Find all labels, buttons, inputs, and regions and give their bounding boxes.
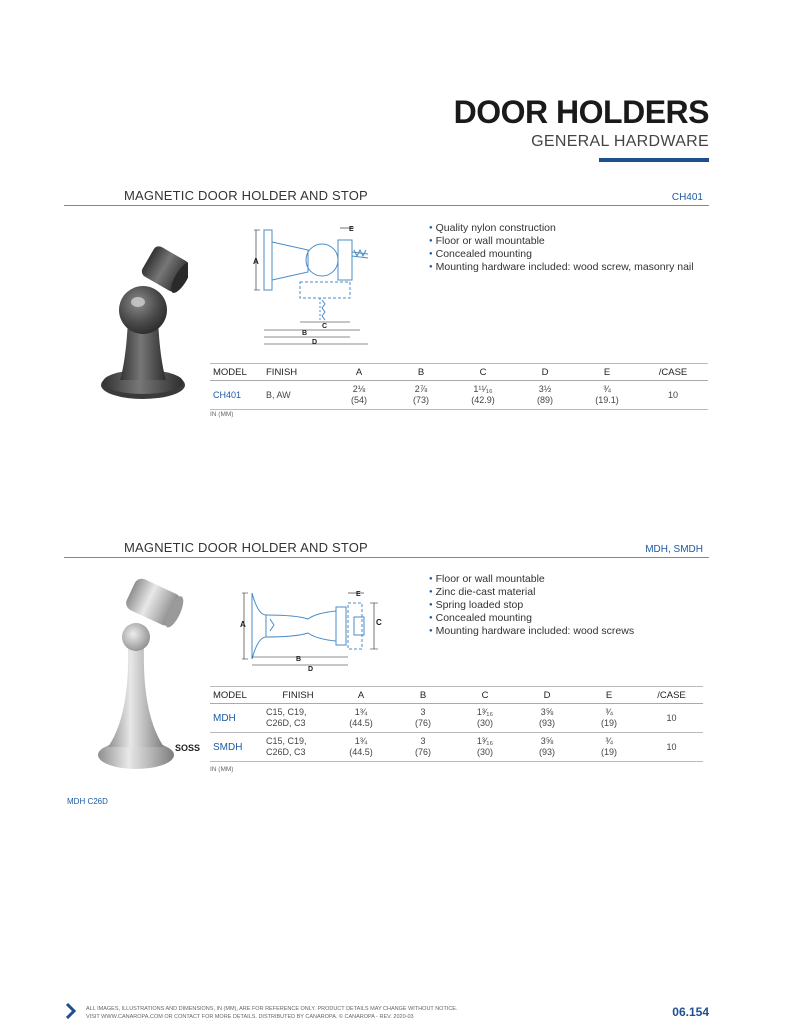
dim-e-cell: ¾ (19) [578, 704, 640, 733]
col-header-finish: FINISH [266, 687, 330, 704]
col-header-a: A [330, 687, 392, 704]
dim-c-cell: 1¹¹⁄₁₆ (42.9) [452, 381, 514, 410]
dim-a-cell: 1¾ (44.5) [330, 704, 392, 733]
dim-b-cell: 2⅞ (73) [390, 381, 452, 410]
case-cell: 10 [638, 381, 708, 410]
dim-e-cell: ¾ (19) [578, 733, 640, 762]
col-header-case: /CASE [640, 687, 703, 704]
section-title: MAGNETIC DOOR HOLDER AND STOP [124, 188, 368, 203]
finish-cell: B, AW [266, 381, 328, 410]
units-note: IN (MM) [210, 411, 234, 418]
feature-item: ● Quality nylon construction [429, 222, 694, 235]
spec-table-mdh [210, 686, 703, 762]
feature-item: ● Spring loaded stop [429, 599, 634, 612]
col-header-e: E [578, 687, 640, 704]
model-cell: CH401 [210, 381, 266, 410]
model-cell: SMDH [210, 733, 266, 762]
ch401-dimension-drawing [250, 222, 390, 352]
dim-label-a: A [240, 620, 246, 629]
col-header-e: E [576, 364, 638, 381]
table-row [210, 733, 703, 762]
chevron-right-icon [64, 1003, 78, 1019]
footer-disclaimer: ALL IMAGES, ILLUSTRATIONS AND DIMENSIONS, IN (MM), ARE FOR REFERENCE ONLY. PRODUCT DETAILS MAY CHANGE WITHOUT NOTICE. VISIT WWW.CANAROPA.COM OR CONTACT FOR MORE DETAILS. DISTRIBUTED BY CANAROPA. © CANAROPA - REV. 2020-03 [86, 1006, 458, 1020]
dim-label-c: C [376, 618, 382, 627]
feature-item: ● Mounting hardware included: wood screws [429, 625, 634, 638]
feature-item: ● Mounting hardware included: wood screw, masonry nail [429, 261, 694, 274]
col-header-a: A [328, 364, 390, 381]
section-header-mdh [64, 540, 709, 558]
page-subtitle: GENERAL HARDWARE [531, 133, 709, 150]
dim-label-b: B [302, 330, 308, 337]
title-accent-bar [599, 158, 709, 162]
col-header-c: C [454, 687, 516, 704]
dim-d-cell: 3½ (89) [514, 381, 576, 410]
col-header-case: /CASE [638, 364, 708, 381]
units-note: IN (MM) [210, 766, 234, 773]
section-code: MDH, SMDH [645, 544, 703, 555]
col-header-d: D [514, 364, 576, 381]
page-number: 06.154 [672, 1005, 709, 1019]
feature-item: ● Concealed mounting [429, 612, 634, 625]
col-header-b: B [390, 364, 452, 381]
dim-b-cell: 3 (76) [392, 704, 454, 733]
dim-d-cell: 3⅝ (93) [516, 704, 578, 733]
dim-e-cell: ¾ (19.1) [576, 381, 638, 410]
dim-label-d: D [308, 666, 314, 673]
col-header-model: MODEL [210, 687, 266, 704]
feature-list-mdh [429, 573, 634, 638]
dim-c-cell: 1³⁄₁₆ (30) [454, 733, 516, 762]
section-title: MAGNETIC DOOR HOLDER AND STOP [124, 540, 368, 555]
table-row [210, 704, 703, 733]
finish-cell: C15, C19, C26D, C3 [266, 704, 330, 733]
col-header-finish: FINISH [266, 364, 328, 381]
mdh-dimension-drawing [236, 585, 386, 675]
dim-label-b: B [296, 656, 302, 663]
model-cell: MDH [210, 704, 266, 733]
dim-d-cell: 3⅝ (93) [516, 733, 578, 762]
col-header-d: D [516, 687, 578, 704]
feature-item: ● Concealed mounting [429, 248, 694, 261]
col-header-c: C [452, 364, 514, 381]
table-row [210, 381, 708, 410]
feature-item: ● Floor or wall mountable [429, 573, 634, 586]
col-header-model: MODEL [210, 364, 266, 381]
dim-label-a: A [253, 257, 259, 266]
dim-a-cell: 2⅛ (54) [328, 381, 390, 410]
ch401-product-photo [98, 240, 188, 405]
feature-item: ● Floor or wall mountable [429, 235, 694, 248]
page-title: DOOR HOLDERS [453, 94, 709, 130]
section-header-ch401 [64, 188, 709, 206]
finish-cell: C15, C19, C26D, C3 [266, 733, 330, 762]
case-cell: 10 [640, 733, 703, 762]
feature-list-ch401 [429, 222, 694, 274]
dim-a-cell: 1¾ (44.5) [330, 733, 392, 762]
dim-label-c: C [322, 323, 328, 330]
spec-table-ch401 [210, 363, 708, 410]
dim-c-cell: 1³⁄₁₆ (30) [454, 704, 516, 733]
photo-caption: MDH C26D [67, 797, 108, 806]
col-header-b: B [392, 687, 454, 704]
dim-b-cell: 3 (76) [392, 733, 454, 762]
case-cell: 10 [640, 704, 703, 733]
feature-item: ● Zinc die-cast material [429, 586, 634, 599]
section-code: CH401 [671, 192, 703, 203]
brand-mark: SOSS [175, 743, 201, 753]
dim-label-d: D [312, 339, 318, 346]
dim-label-e: E [349, 226, 354, 233]
dim-label-e: E [356, 591, 361, 598]
